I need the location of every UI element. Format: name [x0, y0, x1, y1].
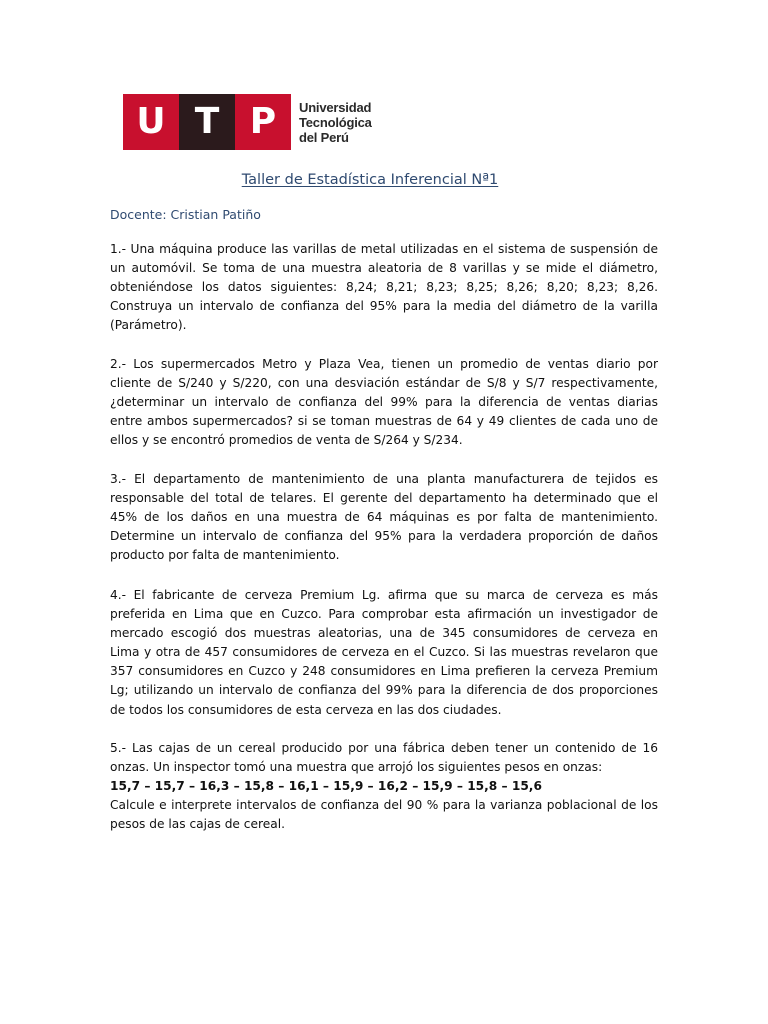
- problem-line: Lima y otra de 457 consumidores de cerveza en el Cuzco. Si las muestras revelaron que: [110, 645, 658, 660]
- logo-university-name: [299, 100, 372, 145]
- problem-line: obteniéndose los datos siguientes: 8,24; 8,21; 8,23; 8,25; 8,26; 8,20; 8,23; 8,26.: [110, 280, 658, 295]
- problem-2: [110, 355, 658, 450]
- problem-line: producto por falta de mantenimiento.: [110, 548, 340, 563]
- problem-line: 3.- El departamento de mantenimiento de una planta manufacturera de tejidos es: [110, 472, 658, 486]
- document-title: Taller de Estadística Inferencial Nª1: [241, 172, 499, 188]
- problem-line: 5.- Las cajas de un cereal producido por una fábrica deben tener un contenido de 16: [110, 741, 658, 755]
- problem-line: mercado escogió dos muestras aleatorias, una de 345 consumidores de cerveza en: [110, 626, 658, 641]
- problem-4: [110, 586, 658, 720]
- problem-5: [110, 739, 658, 834]
- problem-line: de todos los consumidores de esta cerveza en las dos ciudades.: [110, 702, 502, 717]
- problem-line: ellos y se encontró promedios de venta de S/264 y S/234.: [110, 433, 463, 448]
- problem-1: [110, 240, 658, 335]
- problem-line: onzas. Un inspector tomó una muestra que arrojó los siguientes pesos en onzas:: [110, 760, 603, 775]
- problem-line: ¿determinar un intervalo de confianza del 99% para la diferencia de ventas diarias: [110, 395, 658, 410]
- problem-line: Calcule e interprete intervalos de confianza del 90 % para la varianza poblacional de los: [110, 798, 658, 813]
- logo-name-line-3: del Perú: [299, 129, 349, 145]
- logo-name-line-1: Universidad: [299, 99, 372, 115]
- problem-line: cliente de S/240 y S/220, con una desviación estándar de S/8 y S/7 respectivamente,: [110, 376, 658, 391]
- problem-line: Determine un intervalo de confianza del 95% para la verdadera proporción de daños: [110, 529, 658, 544]
- problem-line: (Parámetro).: [110, 318, 187, 333]
- teacher-name: Docente: Cristian Patiño: [110, 207, 261, 222]
- weights-data-line: 15,7 – 15,7 – 16,3 – 15,8 – 16,1 – 15,9 – 16,2 – 15,9 – 15,8 – 15,6: [110, 779, 542, 794]
- problem-line: preferida en Lima que en Cuzco. Para comprobar esta afirmación un investigador de: [110, 607, 658, 622]
- problem-line: 45% de los daños en una muestra de 64 máquinas es por falta de mantenimiento.: [110, 510, 658, 525]
- problem-line: entre ambos supermercados? si se toman muestras de 64 y 49 clientes de cada uno de: [110, 414, 658, 429]
- problem-line: 357 consumidores en Cuzco y 248 consumidores en Lima prefieren la cerveza Premium: [110, 664, 658, 679]
- problem-line: pesos de las cajas de cereal.: [110, 817, 285, 832]
- utp-logo: [123, 94, 372, 150]
- logo-letter-t: T: [179, 94, 235, 150]
- logo-name-line-2: Tecnológica: [299, 114, 372, 130]
- problem-line: 4.- El fabricante de cerveza Premium Lg. afirma que su marca de cerveza es más: [110, 588, 658, 602]
- problem-3: [110, 470, 658, 565]
- problem-line: Lg; utilizando un intervalo de confianza del 99% para la diferencia de dos proporciones: [110, 683, 658, 698]
- problem-line: Construya un intervalo de confianza del 95% para la media del diámetro de la varilla: [110, 299, 658, 314]
- problem-line: un automóvil. Se toma de una muestra aleatoria de 8 varillas y se mide el diámetro,: [110, 261, 658, 276]
- problem-line: 1.- Una máquina produce las varillas de metal utilizadas en el sistema de suspensión de: [110, 242, 658, 256]
- logo-letter-p: P: [235, 94, 291, 150]
- problem-line: responsable del total de telares. El gerente del departamento ha determinado que el: [110, 491, 658, 506]
- problem-line: 2.- Los supermercados Metro y Plaza Vea, tienen un promedio de ventas diario por: [110, 357, 658, 371]
- logo-letter-u: U: [123, 94, 179, 150]
